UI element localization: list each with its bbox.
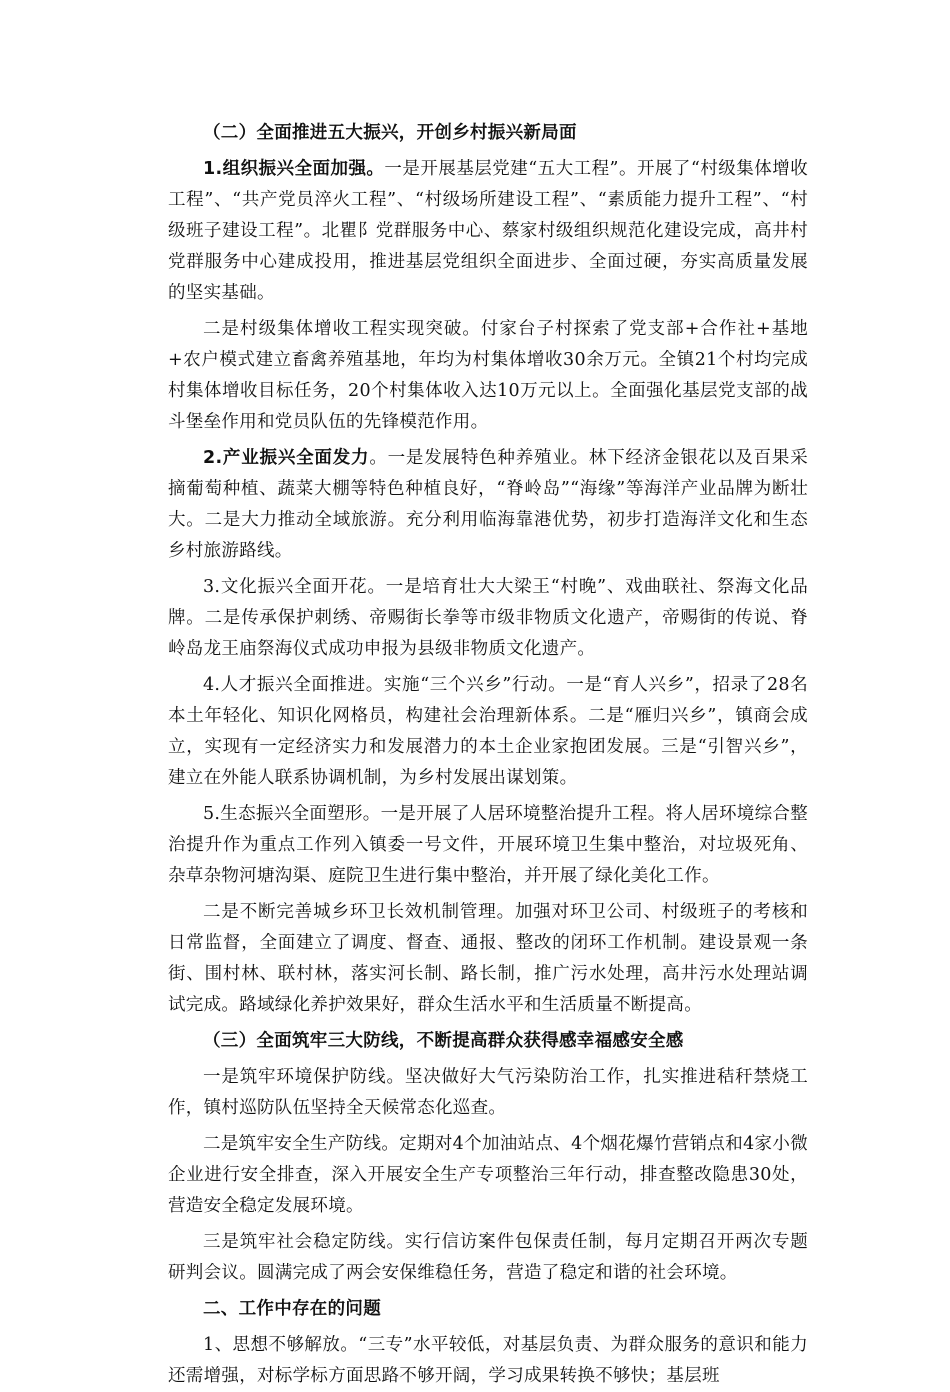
paragraph-talent: 4.人才振兴全面推进。实施“三个兴乡”行动。一是“育人兴乡”，招录了28名本土年轻化、知识化网格员，构建社会治理新体系。二是“雁归兴乡”，镇商会成立，实现有一定经济实力和发展潜力的本土企业家抱团发展。三是“引智兴乡”，建立在外能人联系协调机制，为乡村发展出谋划策。 (168, 675, 808, 788)
paragraph-environment: 一是筑牢环境保护防线。坚决做好大气污染防治工作，扎实推进秸秆禁烧工作，镇村巡防队伍坚持全天候常态化巡查。 (168, 1067, 808, 1118)
section-heading-problems: 二、工作中存在的问题 (203, 1299, 381, 1319)
paragraph-text: 一是开展基层党建“五大工程”。开展了“村级集体增收工程”、“共产党员淬火工程”、“村级场所建设工程”、“素质能力提升工程”、“村级班子建设工程”。北瞿阝党群服务中心、蔡家村级组织规范化建设完成，高井村党群服务中心建成投用，推进基层党组织全面进步、全面过硬，夯实高质量发展的坚实基础。 (168, 159, 809, 303)
paragraph-ecology: 5.生态振兴全面塑形。一是开展了人居环境整治提升工程。将人居环境综合整治提升作为重点工作列入镇委一号文件，开展环境卫生集中整治，对垃圾死角、杂草杂物河塘沟渠、庭院卫生进行集中整治，并开展了绿化美化工作。 (168, 804, 808, 886)
paragraph-stability: 三是筑牢社会稳定防线。实行信访案件包保责任制，每月定期召开两次专题研判会议。圆满完成了两会安保维稳任务，营造了稳定和谐的社会环境。 (168, 1232, 808, 1283)
paragraph-lead: 2.产业振兴全面发力 (203, 448, 370, 468)
section-heading-3: （三）全面筑牢三大防线，不断提高群众获得感幸福感安全感 (203, 1031, 684, 1051)
paragraph-lead: 1.组织振兴全面加强。 (203, 159, 385, 179)
paragraph-organization (168, 154, 808, 309)
paragraph-culture: 3.文化振兴全面开花。一是培育壮大大梁王“村晚”、戏曲联社、祭海文化品牌。二是传承保护刺绣、帝赐街长拳等市级非物质文化遗产，帝赐街的传说、脊岭岛龙王庙祭海仪式成功申报为县级非物质文化遗产。 (168, 577, 808, 659)
paragraph-industry (168, 443, 808, 567)
document-body (168, 118, 808, 1392)
paragraph-safety: 二是筑牢安全生产防线。定期对4个加油站点、4个烟花爆竹营销点和4家小微企业进行安全排查，深入开展安全生产专项整治三年行动，排查整改隐患30处，营造安全稳定发展环境。 (168, 1134, 808, 1216)
section-heading-2: （二）全面推进五大振兴，开创乡村振兴新局面 (203, 123, 577, 143)
paragraph-text: 。一是发展特色种养殖业。林下经济金银花以及百果采摘葡萄种植、蔬菜大棚等特色种植良好，“脊岭岛”“海缘”等海洋产业品牌为断壮大。二是大力推动全域旅游。充分利用临海靠港优势，初步打造海洋文化和生态乡村旅游路线。 (168, 448, 809, 561)
paragraph-collective-income: 二是村级集体增收工程实现突破。付家台子村探索了党支部+合作社+基地+农户模式建立畜禽养殖基地，年均为村集体增收30余万元。全镇21个村均完成村集体增收目标任务，20个村集体收入达10万元以上。全面强化基层党支部的战斗堡垒作用和党员队伍的先锋模范作用。 (168, 319, 808, 432)
paragraph-sanitation: 二是不断完善城乡环卫长效机制管理。加强对环卫公司、村级班子的考核和日常监督，全面建立了调度、督查、通报、整改的闭环工作机制。建设景观一条街、围村林、联村林，落实河长制、路长制，推广污水处理，高井污水处理站调试完成。路域绿化养护效果好，群众生活水平和生活质量不断提高。 (168, 902, 808, 1015)
paragraph-problem-1: 1、思想不够解放。“三专”水平较低，对基层负责、为群众服务的意识和能力还需增强，对标学标方面思路不够开阔，学习成果转换不够快；基层班 (168, 1335, 808, 1386)
